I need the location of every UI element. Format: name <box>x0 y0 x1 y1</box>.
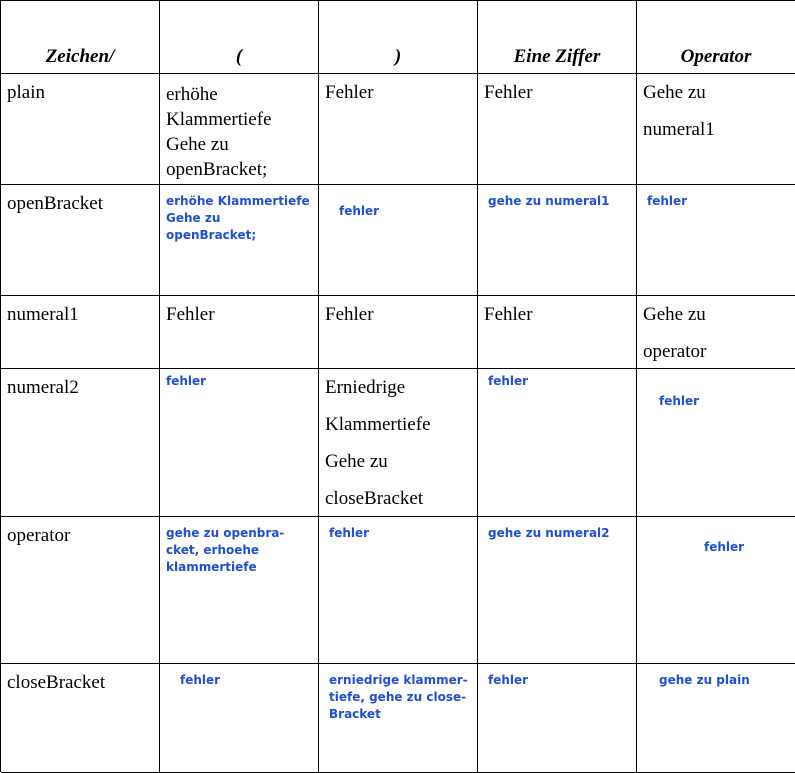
cell-closebracket-close-paren: erniedrige klammer- tiefe, gehe zu close- Bracket <box>329 673 468 721</box>
cell-numeral1-open-paren: Fehler <box>160 296 319 369</box>
header-states-line1: Zeichen/ <box>45 46 115 67</box>
cell-plain-digit: Fehler <box>478 74 637 185</box>
cell-closebracket-operator: gehe zu plain <box>659 673 750 687</box>
cell-operator-open-paren: gehe zu openbra- cket, erhoehe klammertiefe <box>166 526 285 574</box>
header-cell-close-paren <box>319 1 478 74</box>
header-digit-line1: Eine Ziffer <box>513 46 601 67</box>
cell-openbracket-digit: gehe zu numeral1 <box>488 194 610 208</box>
cell-openbracket-close-paren-wrap <box>319 185 478 296</box>
header-cell-states <box>1 1 160 74</box>
header-cell-open-paren <box>160 1 319 74</box>
cell-plain-close-paren: Fehler <box>319 74 478 185</box>
cell-numeral2-close-paren: Erniedrige Klammertiefe Gehe zu closeBracket <box>319 369 478 517</box>
cell-numeral1-digit: Fehler <box>478 296 637 369</box>
cell-openbracket-digit-wrap <box>478 185 637 296</box>
cell-numeral2-digit-wrap <box>478 369 637 517</box>
cell-operator-digit-wrap <box>478 517 637 664</box>
cell-openbracket-open-paren-wrap <box>160 185 319 296</box>
cell-numeral1-operator: Gehe zu operator <box>637 296 795 369</box>
cell-closebracket-open-paren: fehler <box>180 673 221 687</box>
state-label-numeral2: numeral2 <box>1 369 160 517</box>
state-label-plain: plain <box>1 74 160 185</box>
cell-operator-close-paren: fehler <box>329 526 370 540</box>
cell-numeral1-close-paren: Fehler <box>319 296 478 369</box>
cell-closebracket-digit-wrap <box>478 664 637 773</box>
cell-openbracket-open-paren: erhöhe Klammertiefe Gehe zu openBracket; <box>166 194 310 242</box>
cell-numeral2-open-paren: fehler <box>166 374 207 388</box>
state-label-operator: operator <box>1 517 160 664</box>
header-cell-operator <box>637 1 795 74</box>
cell-operator-operator-wrap <box>637 517 795 664</box>
cell-closebracket-operator-wrap <box>637 664 795 773</box>
cell-numeral2-operator-wrap <box>637 369 795 517</box>
cell-operator-close-paren-wrap <box>319 517 478 664</box>
cell-numeral2-open-paren-wrap <box>160 369 319 517</box>
cell-plain-open-paren: erhöhe Klammertiefe Gehe zu openBracket; <box>160 74 319 185</box>
header-close-paren-symbol: ) <box>394 46 402 67</box>
cell-operator-digit: gehe zu numeral2 <box>488 526 610 540</box>
state-label-closebracket: closeBracket <box>1 664 160 773</box>
cell-closebracket-close-paren-wrap <box>319 664 478 773</box>
cell-operator-operator: fehler <box>704 540 745 554</box>
cell-numeral2-digit: fehler <box>488 374 529 388</box>
cell-openbracket-operator-wrap <box>637 185 795 296</box>
header-operator-line1: Operator <box>680 46 752 67</box>
cell-closebracket-digit: fehler <box>488 673 529 687</box>
cell-openbracket-close-paren: fehler <box>339 204 380 218</box>
cell-plain-operator: Gehe zu numeral1 <box>637 74 795 185</box>
state-label-numeral1: numeral1 <box>1 296 160 369</box>
cell-openbracket-operator: fehler <box>647 194 688 208</box>
state-label-openbracket: openBracket <box>1 185 160 296</box>
header-open-paren-symbol: ( <box>235 46 243 67</box>
cell-closebracket-open-paren-wrap <box>160 664 319 773</box>
cell-operator-open-paren-wrap <box>160 517 319 664</box>
header-cell-digit <box>478 1 637 74</box>
cell-numeral2-operator: fehler <box>659 394 700 408</box>
